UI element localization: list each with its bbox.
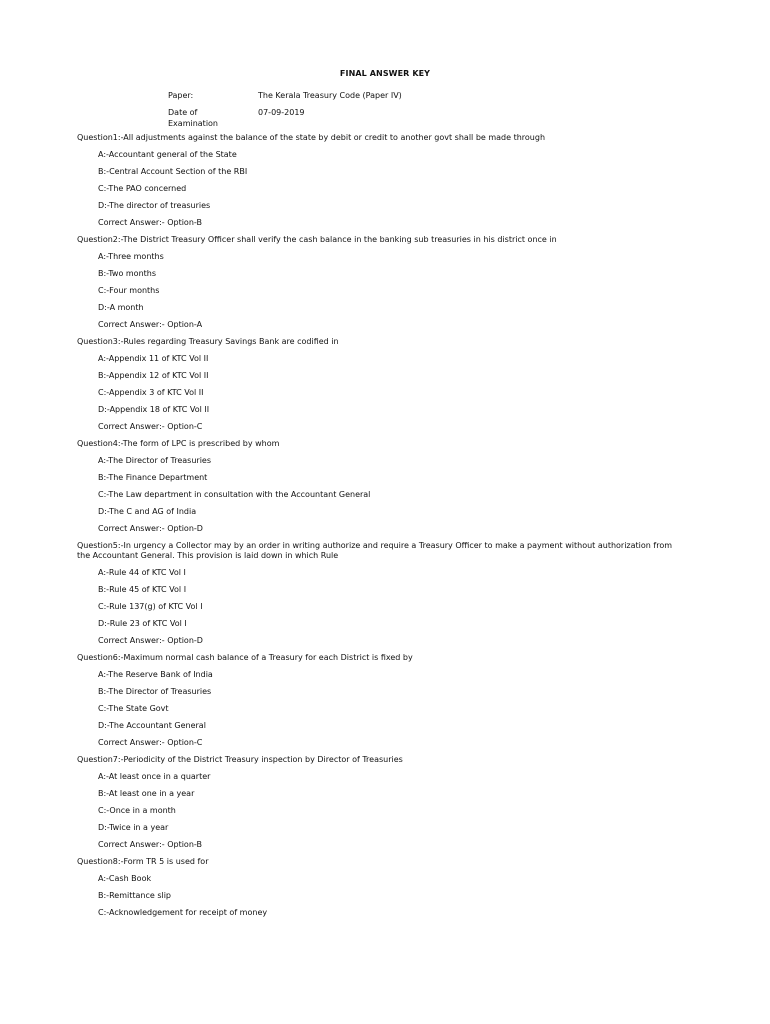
answer-option: D:-A month [98,303,144,312]
question-block [77,653,677,748]
answer-option: C:-Acknowledgement for receipt of money [98,908,268,917]
correct-answer: Correct Answer:- Option-B [98,218,202,227]
question-block [77,337,677,432]
answer-option: A:-The Reserve Bank of India [98,670,213,679]
answer-option: B:-Central Account Section of the RBI [98,167,248,176]
answer-option: D:-The C and AG of India [98,507,197,516]
question-block [77,857,677,918]
paper-value: The Kerala Treasury Code (Paper IV) [258,91,402,100]
answer-option: B:-The Finance Department [98,473,208,482]
answer-option: A:-Accountant general of the State [98,150,237,159]
correct-answer: Correct Answer:- Option-D [98,524,203,533]
question-block [77,541,677,646]
correct-answer: Correct Answer:- Option-B [98,840,202,849]
question-text: Question4:-The form of LPC is prescribed by whom [77,439,280,448]
answer-option: C:-The State Govt [98,704,169,713]
answer-option: C:-The PAO concerned [98,184,187,193]
correct-answer: Correct Answer:- Option-A [98,320,203,329]
question-text: Question2:-The District Treasury Officer shall verify the cash balance in the banking sub treasuries in his district once in [77,235,557,244]
answer-option: B:-Remittance slip [98,891,172,900]
answer-option: D:-Rule 23 of KTC Vol I [98,619,187,628]
answer-option: C:-The Law department in consultation with the Accountant General [98,490,371,499]
question-text: Question3:-Rules regarding Treasury Savings Bank are codified in [77,337,339,346]
exam-date-value: 07-09-2019 [258,108,305,117]
paper-label: Paper: [168,91,194,100]
exam-date-label-line2: Examination [168,119,219,128]
question-block [77,133,677,228]
answer-option: C:-Rule 137(g) of KTC Vol I [98,602,203,611]
question-text: Question6:-Maximum normal cash balance of a Treasury for each District is fixed by [77,653,413,662]
exam-date-label [168,107,248,129]
question-list [77,133,677,925]
question-block [77,235,677,330]
answer-option: A:-Appendix 11 of KTC Vol II [98,354,209,363]
question-text: Question7:-Periodicity of the District Treasury inspection by Director of Treasuries [77,755,403,764]
answer-option: A:-Cash Book [98,874,152,883]
answer-option: C:-Four months [98,286,160,295]
answer-option: B:-Two months [98,269,157,278]
answer-option: B:-At least one in a year [98,789,195,798]
correct-answer: Correct Answer:- Option-C [98,422,203,431]
answer-option: B:-Appendix 12 of KTC Vol II [98,371,209,380]
question-text: Question5:-In urgency a Collector may by an order in writing authorize and require a Treasury Officer to make a payment without authorization from the Accountant General. This provision is laid down in which Rule [77,541,673,560]
answer-option: A:-Three months [98,252,164,261]
answer-option: C:-Appendix 3 of KTC Vol II [98,388,204,397]
question-block [77,439,677,534]
answer-option: A:-Rule 44 of KTC Vol I [98,568,186,577]
correct-answer: Correct Answer:- Option-C [98,738,203,747]
answer-option: A:-At least once in a quarter [98,772,211,781]
answer-option: D:-Appendix 18 of KTC Vol II [98,405,210,414]
answer-option: D:-The director of treasuries [98,201,211,210]
answer-option: C:-Once in a month [98,806,176,815]
page-title: FINAL ANSWER KEY [339,69,431,78]
answer-option: B:-Rule 45 of KTC Vol I [98,585,187,594]
answer-option: D:-Twice in a year [98,823,169,832]
answer-option: B:-The Director of Treasuries [98,687,212,696]
answer-option: D:-The Accountant General [98,721,206,730]
question-text: Question8:-Form TR 5 is used for [77,857,209,866]
exam-date-label-line1: Date of [168,108,198,117]
answer-option: A:-The Director of Treasuries [98,456,212,465]
correct-answer: Correct Answer:- Option-D [98,636,203,645]
question-block [77,755,677,850]
question-text: Question1:-All adjustments against the balance of the state by debit or credit to another govt shall be made through [77,133,546,142]
